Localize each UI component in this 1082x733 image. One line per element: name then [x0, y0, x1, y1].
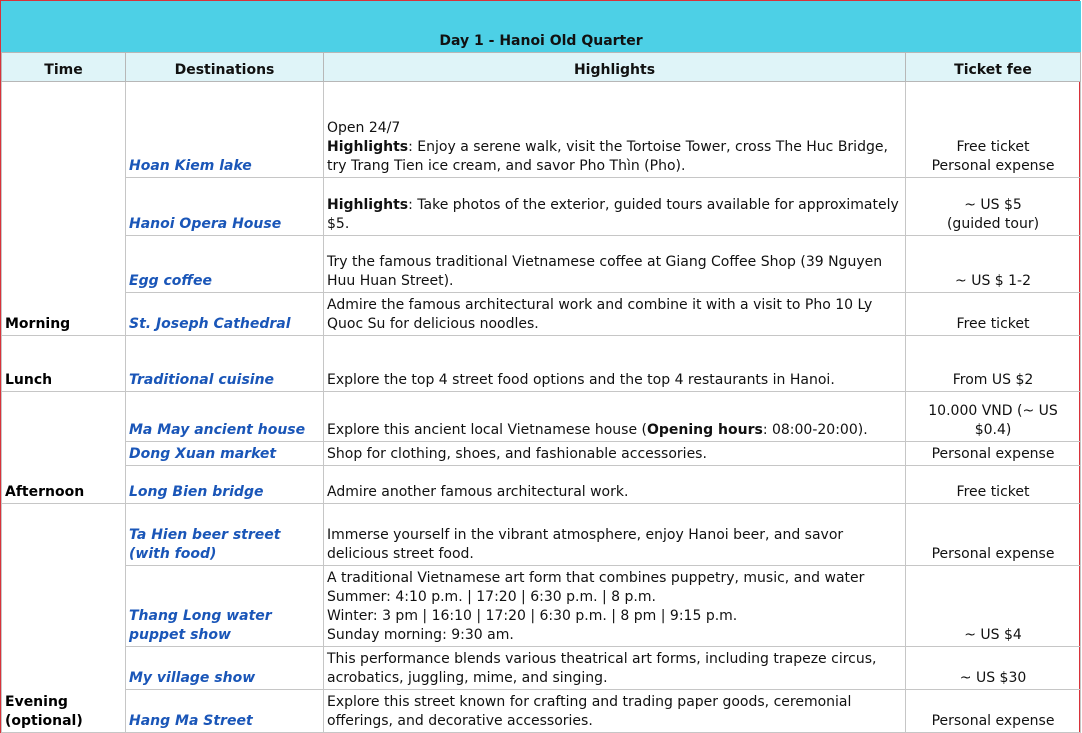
destination-cell[interactable]: Hang Ma Street	[126, 690, 324, 733]
table-row	[2, 236, 1081, 293]
highlight-cell[interactable]	[324, 178, 906, 236]
destination-cell[interactable]: My village show	[126, 647, 324, 690]
fee-cell[interactable]: From US $2	[906, 336, 1081, 392]
fee-cell[interactable]: 10.000 VND (~ US $0.4)	[906, 392, 1081, 442]
highlight-text: : 08:00-20:00).	[762, 422, 868, 438]
fee-cell[interactable]: Personal expense	[906, 504, 1081, 566]
destination-line: puppet show	[129, 627, 231, 643]
fee-line: Personal expense	[931, 158, 1055, 174]
highlight-cell[interactable]: Immerse yourself in the vibrant atmosphere, enjoy Hanoi beer, and savor delicious street food.	[324, 504, 906, 566]
table-row	[2, 442, 1081, 466]
highlight-line: Summer: 4:10 p.m. | 17:20 | 6:30 p.m. | 8 p.m.	[327, 589, 656, 605]
highlight-cell[interactable]	[324, 82, 906, 178]
table-row	[2, 293, 1081, 336]
table-row	[2, 82, 1081, 178]
time-morning[interactable]: Morning	[2, 82, 126, 336]
header-time[interactable]: Time	[2, 53, 126, 82]
destination-cell[interactable]: Egg coffee	[126, 236, 324, 293]
destination-cell[interactable]: Hoan Kiem lake	[126, 82, 324, 178]
fee-line: Free ticket	[956, 139, 1030, 155]
time-afternoon[interactable]: Afternoon	[2, 392, 126, 504]
destination-cell[interactable]: Long Bien bridge	[126, 466, 324, 504]
table-row	[2, 178, 1081, 236]
highlight-cell[interactable]: This performance blends various theatrical art forms, including trapeze circus, acrobatics, juggling, mime, and singing.	[324, 647, 906, 690]
highlight-line: Winter: 3 pm | 16:10 | 17:20 | 6:30 p.m. | 8 pm | 9:15 p.m.	[327, 608, 738, 624]
fee-cell[interactable]: Personal expense	[906, 690, 1081, 733]
fee-cell[interactable]	[906, 82, 1081, 178]
destination-cell[interactable]: Traditional cuisine	[126, 336, 324, 392]
table-row	[2, 566, 1081, 647]
highlight-cell[interactable]: Admire the famous architectural work and combine it with a visit to Pho 10 Ly Quoc Su for delicious noodles.	[324, 293, 906, 336]
table-row	[2, 647, 1081, 690]
highlight-cell[interactable]	[324, 392, 906, 442]
destination-cell[interactable]: Dong Xuan market	[126, 442, 324, 466]
header-ticket-fee[interactable]: Ticket fee	[906, 53, 1081, 82]
time-evening-note: (optional)	[5, 713, 83, 729]
destination-line: Ta Hien beer street	[129, 527, 281, 543]
fee-line: (guided tour)	[946, 216, 1040, 232]
table-row	[2, 690, 1081, 733]
table-row	[2, 466, 1081, 504]
destination-line: (with food)	[129, 546, 217, 562]
highlight-cell[interactable]: Try the famous traditional Vietnamese coffee at Giang Coffee Shop (39 Nguyen Huu Huan Street).	[324, 236, 906, 293]
time-lunch[interactable]: Lunch	[2, 336, 126, 392]
highlight-text: : Take photos of the exterior, guided tours available for approximately $5.	[327, 197, 899, 232]
highlight-line: Open 24/7	[327, 120, 401, 136]
table-row	[2, 392, 1081, 442]
fee-cell[interactable]: Personal expense	[906, 442, 1081, 466]
highlight-line: A traditional Vietnamese art form that combines puppetry, music, and water	[327, 570, 865, 586]
highlight-label: Highlights	[327, 197, 409, 213]
header-highlights[interactable]: Highlights	[324, 53, 906, 82]
highlight-cell[interactable]: Explore the top 4 street food options and the top 4 restaurants in Hanoi.	[324, 336, 906, 392]
itinerary-table	[1, 1, 1081, 733]
destination-cell[interactable]	[126, 504, 324, 566]
highlight-text: Explore this ancient local Vietnamese house (	[327, 422, 647, 438]
destination-cell[interactable]: Hanoi Opera House	[126, 178, 324, 236]
time-evening[interactable]	[2, 504, 126, 733]
highlight-label: Highlights	[327, 139, 409, 155]
highlight-cell[interactable]	[324, 566, 906, 647]
highlight-cell[interactable]: Admire another famous architectural work.	[324, 466, 906, 504]
highlight-label: Opening hours	[646, 422, 763, 438]
fee-line: ~ US $5	[964, 197, 1022, 213]
highlight-cell[interactable]: Explore this street known for crafting and trading paper goods, ceremonial offerings, and decorative accessories.	[324, 690, 906, 733]
title-row	[2, 2, 1081, 53]
fee-cell[interactable]: Free ticket	[906, 293, 1081, 336]
fee-cell[interactable]: ~ US $30	[906, 647, 1081, 690]
time-evening-label: Evening	[5, 694, 68, 710]
destination-cell[interactable]: Ma May ancient house	[126, 392, 324, 442]
fee-cell[interactable]: ~ US $ 1-2	[906, 236, 1081, 293]
table-row	[2, 336, 1081, 392]
destination-line: Thang Long water	[129, 608, 272, 624]
highlight-cell[interactable]: Shop for clothing, shoes, and fashionable accessories.	[324, 442, 906, 466]
header-destinations[interactable]: Destinations	[126, 53, 324, 82]
highlight-line: Sunday morning: 9:30 am.	[327, 627, 514, 643]
fee-cell[interactable]: ~ US $4	[906, 566, 1081, 647]
header-row	[2, 53, 1081, 82]
fee-cell[interactable]	[906, 178, 1081, 236]
destination-cell[interactable]	[126, 566, 324, 647]
fee-cell[interactable]: Free ticket	[906, 466, 1081, 504]
highlight-text: : Enjoy a serene walk, visit the Tortoise Tower, cross The Huc Bridge, try Trang Tien ice cream, and savor Pho Thìn (Pho).	[327, 139, 888, 174]
table-title[interactable]: Day 1 - Hanoi Old Quarter	[2, 2, 1081, 53]
table-row	[2, 504, 1081, 566]
destination-cell[interactable]: St. Joseph Cathedral	[126, 293, 324, 336]
